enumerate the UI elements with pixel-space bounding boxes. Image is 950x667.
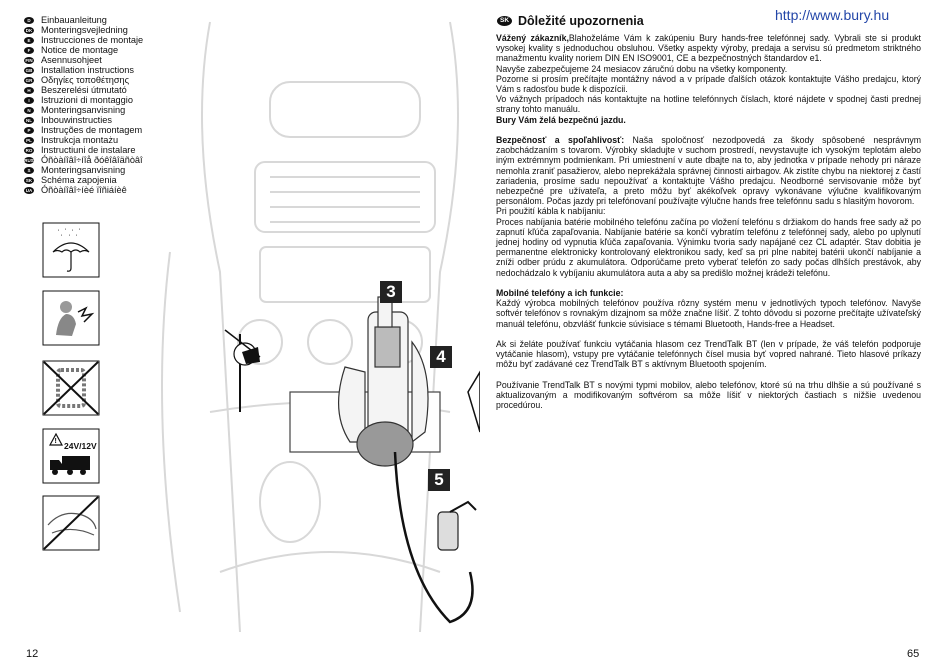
no-disposal-icon: [42, 360, 100, 416]
page-number-right: 65: [907, 648, 920, 660]
language-item: [24, 185, 143, 195]
instructions-text: [496, 33, 921, 410]
language-item: [24, 115, 143, 125]
step-5-badge: 5: [428, 469, 450, 491]
cable-heading: Pri použití kábla k nabíjaniu:: [496, 206, 606, 217]
language-code-badge: E: [24, 37, 34, 44]
language-name: Óñòàíîâî÷íèé ïîñiáíèê: [41, 185, 127, 195]
language-code-badge: I: [24, 97, 34, 104]
language-name: Instrucciones de montaje: [41, 35, 144, 45]
language-name: Istruzioni di montaggio: [41, 95, 133, 105]
language-item: [24, 75, 143, 85]
language-name: Installation instructions: [41, 65, 134, 75]
language-item: [24, 175, 143, 185]
svg-text:': ': [72, 230, 74, 236]
language-code-badge: RO: [25, 147, 33, 153]
language-name: Οδηγίες τοποθέτησης: [41, 75, 130, 85]
language-code-badge: F: [24, 47, 34, 54]
language-code-badge: S: [24, 167, 34, 174]
language-name: Óñòàíîâî÷íîå ðóêîâîäñòâî: [41, 155, 143, 165]
language-item: [24, 145, 143, 155]
language-name: Monteringsanvisning: [41, 105, 126, 115]
website-link[interactable]: http://www.bury.hu: [775, 7, 890, 23]
language-item: [24, 125, 143, 135]
language-item: [24, 15, 143, 25]
safety-paragraph: Naša spoločnosť nezodpovedá za škody spôsobené nesprávnym zaobchádzaním s tovarom. Výrobky skladujte v suchom prostredí, nevystavujte ich vysokým teplotám alebo iným extrémnym podmienkam. Pri umiestnení v aute dbajte na to, aby jednotka v prípade nehody pri náraze nemohla zraniť pasažierov, alebo neprekážala správnej činnosti airbagov. Ak zistíte chybu na niektorej z častí zariadenia, prosíme sadu nepoužívať a kontaktujte Vášho predajcu. Neodborné servisovanie môže byť nebezpečné pre užívateľa, a preto môžu byť akékoľvek opravy vykonávane výlučne kvalifikovaným personálom. Počas jazdy pri telefónovaní používajte výlučne hands free telefónnu sadu s hlasitým hovorom.: [496, 135, 922, 207]
shock-warning-icon: [42, 290, 100, 346]
svg-text:!: !: [54, 438, 57, 445]
language-code-badge: UA: [25, 187, 33, 193]
language-item: [24, 85, 143, 95]
no-airbag-mount-icon: [42, 495, 100, 551]
warranty-paragraph: Navyše zabezpečujeme 24 mesiacov záručnú dobu na všetky komponenty.: [496, 63, 788, 74]
language-name: Beszerelési útmutató: [41, 85, 127, 95]
trendtalk-paragraph: Používanie TrendTalk BT s novými typmi mobilov, alebo telefónov, ktoré sú na trhu dlhšie a sú používané s aktualizovaným a modifikovaným softvérom sa môže líšiť v niektorých častiach s nižšie uvedenou procedúrou.: [496, 379, 921, 411]
voice-dial-paragraph: Ak si želáte používať funkciu vytáčania hlasom cez TrendTalk BT (len v prípade, že váš telefón podporuje vytáčanie hlasom), vstupy pre vytáčanie telefónnych čísel musia byť vopred nahrané. Tieto hlasové príkazy môžu byť zadávané cez TrendTalk BT s aktívnym Bluetooth spojením.: [496, 339, 921, 370]
language-item: [24, 165, 143, 175]
truck-voltage-icon: [42, 428, 100, 484]
language-code-badge: N: [24, 107, 34, 114]
voltage-label: 24V/12V: [64, 441, 97, 451]
svg-text:': ': [58, 230, 60, 236]
greeting: Vážený zákazník,: [496, 33, 569, 43]
read-manual-paragraph: Pozorne si prosím prečítajte montážny návod a v prípade ďalších otázok kontaktujte Vášho predajcu, ktorý Vám s radosťou bude k dispozícii.: [496, 73, 921, 95]
language-name: Einbauanleitung: [41, 15, 107, 25]
language-code-badge: FIN: [25, 57, 33, 63]
step-4-badge: 4: [430, 346, 452, 368]
language-code-badge: RUS: [24, 157, 34, 163]
section-title: Dôležité upozornenia: [518, 14, 644, 28]
language-name: Instructiuni de instalare: [41, 145, 136, 155]
section-header: [497, 14, 644, 28]
svg-text:': ': [65, 229, 67, 235]
keep-dry-icon: [42, 222, 100, 278]
language-code-badge: PL: [24, 137, 34, 144]
language-item: [24, 95, 143, 105]
cable-paragraph: Proces nabíjania batérie mobilného telefónu začína po vložení telefónu s držiakom do hands free sady až po zapnutí kľúča zapaľovania. Nabíjanie batérie sa končí vybratím telefónu z telefónnej sady, alebo po uplynutí jednej hodiny od vypnutia kľúča zapaľovania. Výnimku tvoria sady napájané cez CL adaptér. Stav dobitia je permanentne elektronicky kontrolovaný elektronikou sady, keď sa pri plne nabitej batérii ukončí nabíjanie a zníži odber prúdu z akumulátora. Odporúčame preto vyberať telefón zo sady počas dlhších prestávok, aby nedochádzalo k vybíjaniu akumulátora auta a aby sa predišlo možnej krádeži telefónu.: [496, 216, 921, 278]
step-3-badge: 3: [380, 281, 402, 303]
language-item: [24, 45, 143, 55]
svg-text:': ': [79, 229, 81, 235]
language-code-badge: GR: [25, 77, 33, 83]
svg-text:': ': [61, 235, 63, 241]
language-badge: SK: [497, 16, 512, 26]
language-name: Asennusohjeet: [41, 55, 102, 65]
language-item: [24, 135, 143, 145]
language-code-badge: GB: [25, 67, 33, 73]
language-list: [24, 15, 143, 195]
language-code-badge: P: [24, 127, 34, 134]
svg-text:': ': [69, 235, 71, 241]
page-number-left: 12: [26, 648, 39, 660]
language-item: [24, 55, 143, 65]
language-name: Instrukcja montażu: [41, 135, 119, 145]
language-code-badge: SK: [25, 177, 33, 183]
language-name: Inbouwinstructies: [41, 115, 112, 125]
language-code-badge: NL: [26, 117, 32, 123]
language-name: Instruções de montagem: [41, 125, 143, 135]
svg-text:': ': [76, 235, 78, 241]
language-item: [24, 105, 143, 115]
hotline-paragraph: Vo vážnych prípadoch nás kontaktujte na hotline telefónnych číslach, ktoré nájdete v spodnej časti prednej strany tohto manuálu.: [496, 94, 921, 115]
language-item: [24, 155, 143, 165]
mobile-paragraph: Každý výrobca mobilných telefónov používa rôzny systém menu v jednotlivých typoch telefónov. Navyše softvér telefónov s rovnakým dizajnom sa môže značne líšiť. Z tohto dôvodu si pozorne prečítajte užívateľský manuál telefónu, obzvlášť funkcie súvisiace s témami Bluetooth, Hands-free a Headset.: [496, 298, 921, 329]
language-code-badge: D: [24, 17, 34, 24]
language-code-badge: H: [24, 87, 34, 94]
safe-drive-note: Bury Vám želá bezpečnú jazdu.: [496, 114, 626, 125]
mobile-heading: Mobilné telefóny a ich funkcie:: [496, 288, 624, 299]
language-item: [24, 65, 143, 75]
language-name: Monteringsvejledning: [41, 25, 128, 35]
language-code-badge: DK: [25, 27, 33, 33]
intro-paragraph: Blahoželáme Vám k zakúpeniu Bury hands-free telefónnej sady. Vybrali ste si produkt vysokej kvality s jednoduchou obsluhou. Všetky aspekty výroby, predaja a servisu sú predmetom striktného manažmentu kvality noriem DIN EN ISO9001, CE a bezpečnostných štandardov e1.: [496, 33, 921, 64]
language-name: Schéma zapojenia: [41, 175, 117, 185]
safety-heading: Bezpečnosť a spoľahlivosť:: [496, 135, 625, 146]
language-name: Notice de montage: [41, 45, 119, 55]
language-item: [24, 35, 143, 45]
dashboard-installation-illustration: [150, 12, 480, 632]
language-item: [24, 25, 143, 35]
language-name: Monteringsanvisning: [41, 165, 126, 175]
